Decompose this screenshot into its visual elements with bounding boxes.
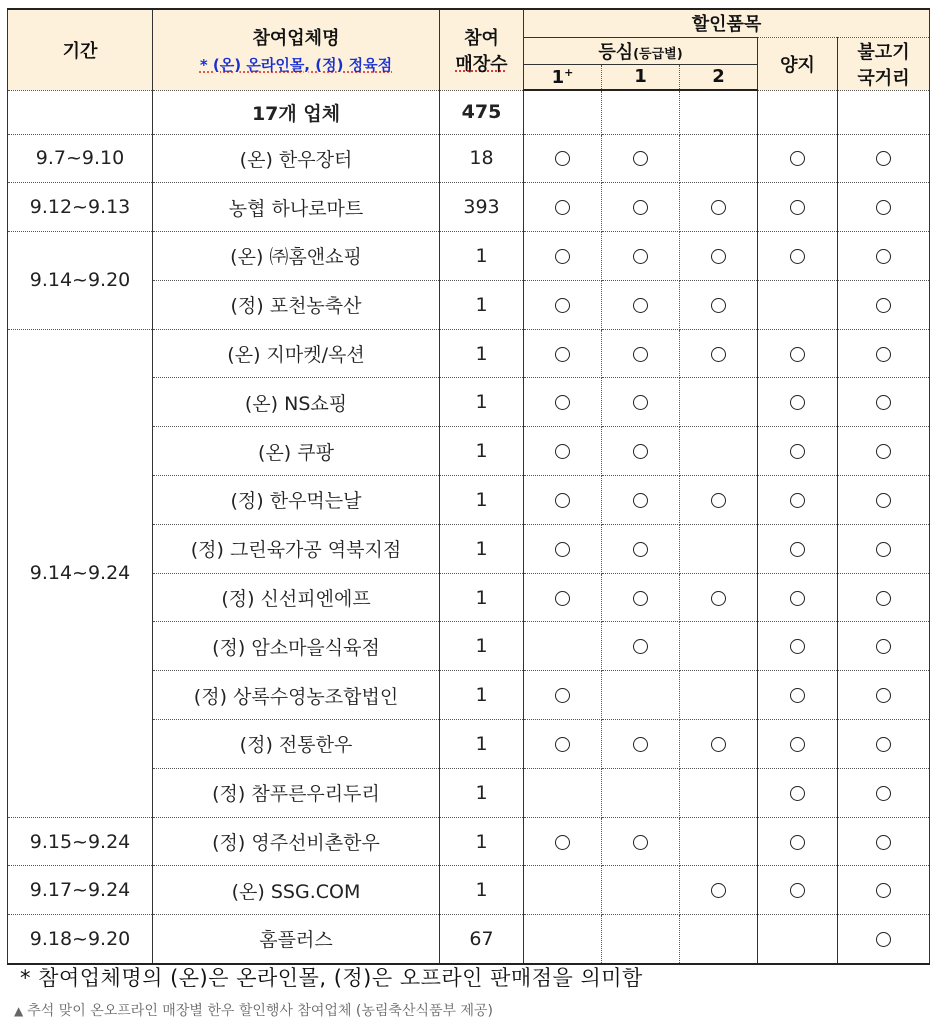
circle-mark-icon <box>876 249 891 264</box>
circle-mark-icon <box>876 835 891 850</box>
header-grade-1plus-sup: + <box>564 65 574 79</box>
item-cell-brisket <box>758 280 838 329</box>
item-cell-g1p <box>524 427 602 476</box>
circle-mark-icon <box>790 688 805 703</box>
stores-cell: 1 <box>440 329 524 378</box>
circle-mark-icon <box>633 200 648 215</box>
circle-mark-icon <box>555 298 570 313</box>
item-cell-brisket <box>758 622 838 671</box>
summary-g1 <box>602 90 680 134</box>
header-stores-line2: 매장수 <box>455 53 508 75</box>
item-cell-g1p <box>524 817 602 866</box>
item-cell-g1p <box>524 573 602 622</box>
item-cell-g2 <box>680 720 758 769</box>
item-cell-bulgogi <box>838 866 930 915</box>
stores-cell: 1 <box>440 768 524 817</box>
circle-mark-icon <box>711 883 726 898</box>
circle-mark-icon <box>555 151 570 166</box>
stores-cell: 1 <box>440 427 524 476</box>
header-grade-1: 1 <box>602 64 680 90</box>
item-cell-g1p <box>524 280 602 329</box>
circle-mark-icon <box>876 786 891 801</box>
item-cell-brisket <box>758 378 838 427</box>
stores-cell: 1 <box>440 671 524 720</box>
circle-mark-icon <box>876 444 891 459</box>
circle-mark-icon <box>711 249 726 264</box>
item-cell-g2 <box>680 817 758 866</box>
circle-mark-icon <box>555 444 570 459</box>
circle-mark-icon <box>790 786 805 801</box>
caption-text: 추석 맞이 온오프라인 매장별 한우 할인행사 참여업체 (농림축산식품부 제공) <box>27 1003 494 1019</box>
circle-mark-icon <box>555 395 570 410</box>
item-cell-g1 <box>602 378 680 427</box>
item-cell-g1p <box>524 378 602 427</box>
circle-mark-icon <box>790 249 805 264</box>
item-cell-g2 <box>680 183 758 232</box>
discount-participants-table <box>7 8 930 965</box>
header-grade-1plus <box>524 64 602 90</box>
item-cell-brisket <box>758 573 838 622</box>
item-cell-g1 <box>602 329 680 378</box>
header-sirloin-main: 등심 <box>598 41 634 63</box>
header-brisket: 양지 <box>758 37 838 90</box>
item-cell-g1 <box>602 183 680 232</box>
circle-mark-icon <box>711 493 726 508</box>
circle-mark-icon <box>633 249 648 264</box>
circle-mark-icon <box>633 444 648 459</box>
item-cell-brisket <box>758 720 838 769</box>
item-cell-g1 <box>602 134 680 183</box>
item-cell-brisket <box>758 183 838 232</box>
item-cell-bulgogi <box>838 817 930 866</box>
period-cell: 9.17~9.24 <box>8 866 153 915</box>
item-cell-bulgogi <box>838 720 930 769</box>
circle-mark-icon <box>790 737 805 752</box>
circle-mark-icon <box>790 493 805 508</box>
company-cell: (온) 한우장터 <box>153 134 440 183</box>
header-period: 기간 <box>8 9 153 90</box>
circle-mark-icon <box>633 542 648 557</box>
item-cell-g1p <box>524 720 602 769</box>
summary-g1p <box>524 90 602 134</box>
table-row <box>8 329 930 378</box>
circle-mark-icon <box>876 932 891 947</box>
item-cell-bulgogi <box>838 524 930 573</box>
item-cell-g1 <box>602 476 680 525</box>
circle-mark-icon <box>876 737 891 752</box>
circle-mark-icon <box>790 591 805 606</box>
caption <box>14 1000 493 1020</box>
stores-cell: 1 <box>440 378 524 427</box>
item-cell-brisket <box>758 671 838 720</box>
period-cell: 9.7~9.10 <box>8 134 153 183</box>
stores-cell: 18 <box>440 134 524 183</box>
header-stores <box>440 9 524 90</box>
circle-mark-icon <box>711 298 726 313</box>
summary-g2 <box>680 90 758 134</box>
item-cell-g1p <box>524 768 602 817</box>
stores-cell: 1 <box>440 232 524 281</box>
company-cell: (정) 영주선비촌한우 <box>153 817 440 866</box>
item-cell-g1 <box>602 915 680 964</box>
header-company-note: * (온) 온라인몰, (정) 정육점 <box>199 56 393 75</box>
item-cell-bulgogi <box>838 915 930 964</box>
circle-mark-icon <box>790 347 805 362</box>
item-cell-bulgogi <box>838 378 930 427</box>
header-bulgogi <box>838 37 930 90</box>
circle-mark-icon <box>876 542 891 557</box>
item-cell-g1p <box>524 915 602 964</box>
circle-mark-icon <box>633 639 648 654</box>
summary-stores: 475 <box>440 90 524 134</box>
item-cell-g1p <box>524 866 602 915</box>
company-cell: (온) 쿠팡 <box>153 427 440 476</box>
stores-cell: 1 <box>440 866 524 915</box>
circle-mark-icon <box>555 249 570 264</box>
circle-mark-icon <box>633 298 648 313</box>
header-bulgogi-line2: 국거리 <box>857 67 910 89</box>
header-discount-items: 할인품목 <box>524 9 930 37</box>
company-cell: 농협 하나로마트 <box>153 183 440 232</box>
company-cell: (정) 참푸른우리두리 <box>153 768 440 817</box>
header-sirloin <box>524 37 758 64</box>
company-cell: (정) 그린육가공 역북지점 <box>153 524 440 573</box>
summary-row <box>8 90 930 134</box>
circle-mark-icon <box>876 591 891 606</box>
header-sirloin-sub: (등급별) <box>633 46 683 62</box>
item-cell-bulgogi <box>838 622 930 671</box>
item-cell-g1p <box>524 134 602 183</box>
table-row <box>8 232 930 281</box>
circle-mark-icon <box>555 493 570 508</box>
table-row <box>8 817 930 866</box>
summary-bulgogi <box>838 90 930 134</box>
item-cell-brisket <box>758 866 838 915</box>
stores-cell: 1 <box>440 573 524 622</box>
circle-mark-icon <box>790 395 805 410</box>
circle-mark-icon <box>711 200 726 215</box>
company-cell: (온) 지마켓/옥션 <box>153 329 440 378</box>
header-grade-1plus-label: 1 <box>551 66 565 88</box>
company-cell: 홈플러스 <box>153 915 440 964</box>
item-cell-g2 <box>680 232 758 281</box>
item-cell-g2 <box>680 378 758 427</box>
circle-mark-icon <box>876 200 891 215</box>
company-cell: (정) 포천농축산 <box>153 280 440 329</box>
item-cell-g1p <box>524 232 602 281</box>
circle-mark-icon <box>711 347 726 362</box>
item-cell-brisket <box>758 915 838 964</box>
header-bulgogi-line1: 불고기 <box>857 41 910 63</box>
circle-mark-icon <box>790 151 805 166</box>
circle-mark-icon <box>555 347 570 362</box>
circle-mark-icon <box>633 151 648 166</box>
item-cell-g2 <box>680 427 758 476</box>
company-cell: (정) 상록수영농조합법인 <box>153 671 440 720</box>
period-cell: 9.14~9.20 <box>8 232 153 330</box>
item-cell-g1 <box>602 573 680 622</box>
company-cell: (정) 한우먹는날 <box>153 476 440 525</box>
company-cell: (온) ㈜홈앤쇼핑 <box>153 232 440 281</box>
circle-mark-icon <box>555 835 570 850</box>
header-grade-2: 2 <box>680 64 758 90</box>
circle-mark-icon <box>876 395 891 410</box>
footnote: * 참여업체명의 (온)은 온라인몰, (정)은 오프라인 판매점을 의미함 <box>20 966 643 990</box>
circle-mark-icon <box>876 883 891 898</box>
item-cell-bulgogi <box>838 232 930 281</box>
circle-mark-icon <box>555 688 570 703</box>
item-cell-bulgogi <box>838 427 930 476</box>
item-cell-g2 <box>680 622 758 671</box>
header-company <box>153 9 440 90</box>
item-cell-g1p <box>524 476 602 525</box>
stores-cell: 1 <box>440 817 524 866</box>
item-cell-brisket <box>758 476 838 525</box>
period-cell: 9.12~9.13 <box>8 183 153 232</box>
item-cell-g1 <box>602 232 680 281</box>
item-cell-g2 <box>680 671 758 720</box>
circle-mark-icon <box>790 639 805 654</box>
item-cell-brisket <box>758 427 838 476</box>
table-body <box>8 90 930 964</box>
item-cell-brisket <box>758 817 838 866</box>
item-cell-brisket <box>758 768 838 817</box>
item-cell-g1p <box>524 329 602 378</box>
stores-cell: 1 <box>440 280 524 329</box>
item-cell-g2 <box>680 866 758 915</box>
item-cell-g2 <box>680 768 758 817</box>
table-row <box>8 915 930 964</box>
table-row <box>8 134 930 183</box>
item-cell-g1p <box>524 671 602 720</box>
company-cell: (정) 암소마을식육점 <box>153 622 440 671</box>
stores-cell: 1 <box>440 622 524 671</box>
item-cell-bulgogi <box>838 329 930 378</box>
company-cell: (정) 전통한우 <box>153 720 440 769</box>
company-cell: (온) SSG.COM <box>153 866 440 915</box>
period-cell: 9.18~9.20 <box>8 915 153 964</box>
item-cell-brisket <box>758 232 838 281</box>
item-cell-g2 <box>680 573 758 622</box>
item-cell-bulgogi <box>838 671 930 720</box>
stores-cell: 1 <box>440 720 524 769</box>
circle-mark-icon <box>633 591 648 606</box>
item-cell-g2 <box>680 476 758 525</box>
item-cell-brisket <box>758 329 838 378</box>
item-cell-g2 <box>680 280 758 329</box>
circle-mark-icon <box>555 542 570 557</box>
item-cell-g1p <box>524 622 602 671</box>
circle-mark-icon <box>876 298 891 313</box>
company-cell: (온) NS쇼핑 <box>153 378 440 427</box>
circle-mark-icon <box>711 591 726 606</box>
circle-mark-icon <box>555 200 570 215</box>
item-cell-bulgogi <box>838 183 930 232</box>
circle-mark-icon <box>790 444 805 459</box>
circle-mark-icon <box>633 835 648 850</box>
item-cell-g2 <box>680 329 758 378</box>
item-cell-brisket <box>758 134 838 183</box>
circle-mark-icon <box>633 493 648 508</box>
circle-mark-icon <box>790 542 805 557</box>
circle-mark-icon <box>790 883 805 898</box>
item-cell-g1 <box>602 866 680 915</box>
item-cell-g1 <box>602 720 680 769</box>
item-cell-g1 <box>602 427 680 476</box>
item-cell-g1p <box>524 183 602 232</box>
summary-company: 17개 업체 <box>153 90 440 134</box>
circle-mark-icon <box>876 347 891 362</box>
item-cell-g2 <box>680 134 758 183</box>
item-cell-g1 <box>602 817 680 866</box>
stores-cell: 393 <box>440 183 524 232</box>
company-cell: (정) 신선피엔에프 <box>153 573 440 622</box>
item-cell-g1 <box>602 768 680 817</box>
item-cell-g1 <box>602 280 680 329</box>
item-cell-bulgogi <box>838 134 930 183</box>
item-cell-bulgogi <box>838 476 930 525</box>
item-cell-g2 <box>680 915 758 964</box>
circle-mark-icon <box>876 639 891 654</box>
header-company-label: 참여업체명 <box>252 28 340 50</box>
item-cell-g1p <box>524 524 602 573</box>
item-cell-bulgogi <box>838 768 930 817</box>
period-cell: 9.14~9.24 <box>8 329 153 817</box>
circle-mark-icon <box>633 347 648 362</box>
circle-mark-icon <box>555 737 570 752</box>
stores-cell: 1 <box>440 476 524 525</box>
item-cell-g1 <box>602 524 680 573</box>
circle-mark-icon <box>555 591 570 606</box>
circle-mark-icon <box>790 200 805 215</box>
item-cell-g1 <box>602 671 680 720</box>
table-row <box>8 866 930 915</box>
circle-mark-icon <box>876 688 891 703</box>
table-row <box>8 183 930 232</box>
circle-mark-icon <box>790 835 805 850</box>
header-stores-line1: 참여 <box>464 27 499 49</box>
item-cell-bulgogi <box>838 280 930 329</box>
triangle-up-icon: ▲ <box>14 1004 24 1018</box>
summary-period <box>8 90 153 134</box>
item-cell-brisket <box>758 524 838 573</box>
circle-mark-icon <box>633 395 648 410</box>
stores-cell: 67 <box>440 915 524 964</box>
period-cell: 9.15~9.24 <box>8 817 153 866</box>
circle-mark-icon <box>876 151 891 166</box>
circle-mark-icon <box>633 737 648 752</box>
item-cell-bulgogi <box>838 573 930 622</box>
circle-mark-icon <box>711 737 726 752</box>
circle-mark-icon <box>876 493 891 508</box>
summary-brisket <box>758 90 838 134</box>
item-cell-g2 <box>680 524 758 573</box>
stores-cell: 1 <box>440 524 524 573</box>
item-cell-g1 <box>602 622 680 671</box>
